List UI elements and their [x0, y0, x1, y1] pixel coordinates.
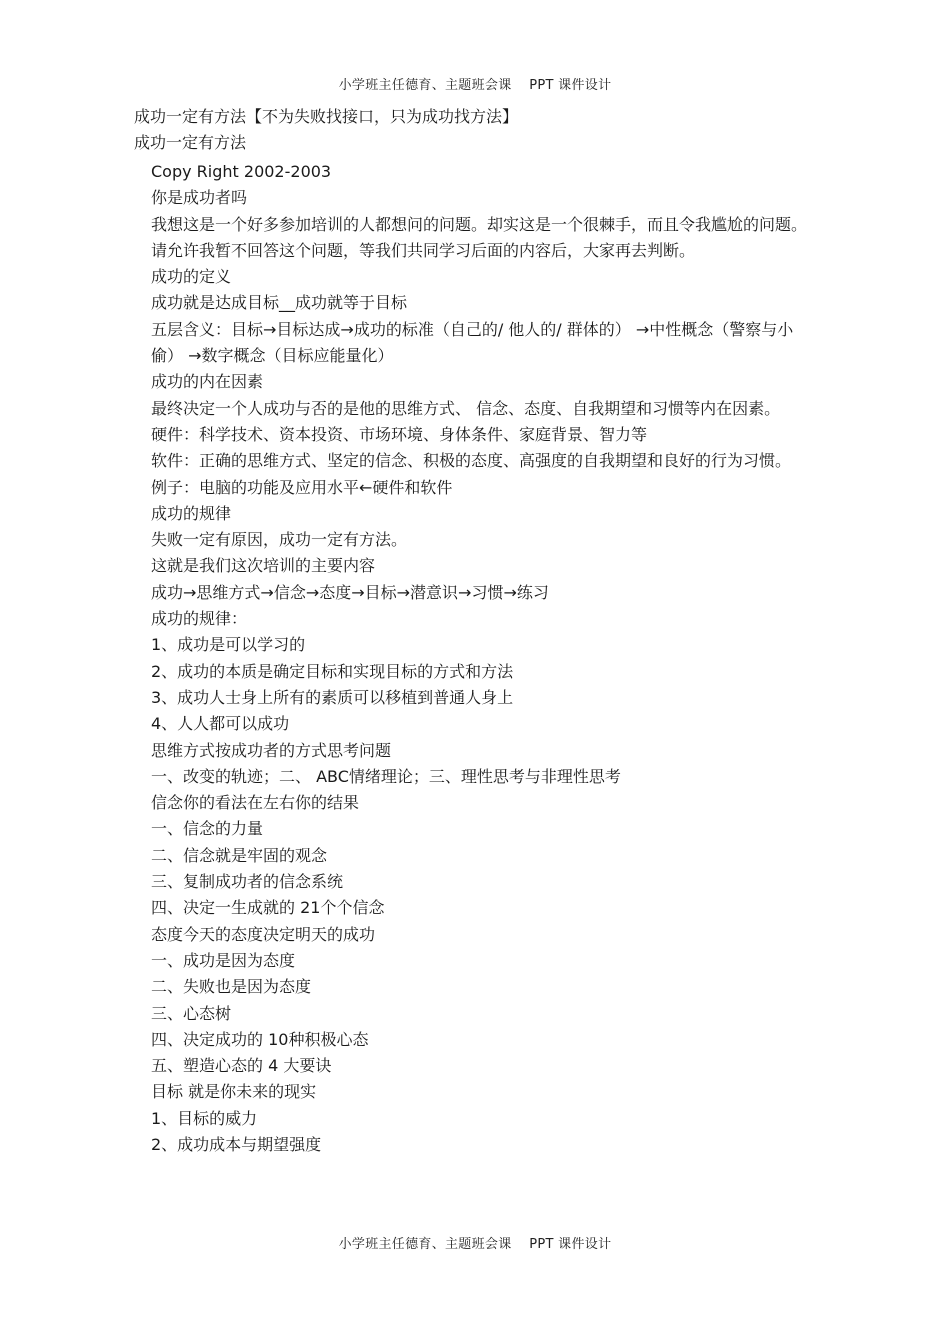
paragraph: 成功就是达成目标__成功就等于目标 — [151, 293, 408, 313]
document-subtitle: 成功一定有方法 — [134, 133, 247, 152]
paragraph: 软件：正确的思维方式、坚定的信念、积极的态度、高强度的自我期望和良好的行为习惯。 — [151, 451, 792, 471]
copyright-line: Copy Right 2002-2003 — [151, 162, 332, 181]
list-item: 一、改变的轨迹；二、 ABC情绪理论；三、理性思考与非理性思考 — [151, 766, 621, 786]
list-item: 四、决定成功的 10种积极心态 — [151, 1029, 369, 1049]
list-item: 1、成功是可以学习的 — [151, 635, 306, 655]
paragraph: 五层含义：目标→目标达成→成功的标准（自己的/ 他人的/ 群体的） →中性概念（警察与小偷） →数字概念（目标应能量化） — [151, 319, 794, 366]
section-heading: 成功的内在因素 — [151, 372, 264, 392]
list-item: 4、人人都可以成功 — [151, 714, 290, 734]
list-item: 一、成功是因为态度 — [151, 950, 296, 970]
list-item: 2、成功成本与期望强度 — [151, 1134, 322, 1154]
section-heading: 目标 就是你未来的现实 — [151, 1082, 317, 1102]
list-item: 3、成功人士身上所有的素质可以移植到普通人身上 — [151, 687, 514, 707]
section-heading: 你是成功者吗 — [151, 188, 248, 208]
list-item: 1、目标的威力 — [151, 1108, 258, 1128]
paragraph: 成功→思维方式→信念→态度→目标→潜意识→习惯→练习 — [151, 582, 549, 602]
paragraph: 请允许我暂不回答这个问题，等我们共同学习后面的内容后，大家再去判断。 — [151, 240, 696, 260]
list-item: 三、复制成功者的信念系统 — [151, 872, 344, 892]
list-item: 二、信念就是牢固的观念 — [151, 845, 328, 865]
page-footer: 小学班主任德育、主题班会课 PPT 课件设计 — [338, 1237, 612, 1252]
list-item: 五、塑造心态的 4 大要诀 — [151, 1056, 332, 1076]
list-item: 一、信念的力量 — [151, 819, 264, 839]
paragraph: 最终决定一个人成功与否的是他的思维方式、 信念、态度、自我期望和习惯等内在因素。 — [151, 398, 781, 418]
paragraph: 失败一定有原因，成功一定有方法。 — [151, 530, 408, 550]
section-heading: 成功的定义 — [151, 267, 232, 287]
section-heading: 成功的规律 — [151, 503, 232, 523]
paragraph: 这就是我们这次培训的主要内容 — [151, 556, 376, 576]
section-heading: 信念你的看法在左右你的结果 — [151, 793, 360, 813]
list-item: 2、成功的本质是确定目标和实现目标的方式和方法 — [151, 661, 514, 681]
page-header: 小学班主任德育、主题班会课 PPT 课件设计 — [338, 78, 612, 93]
paragraph: 我想这是一个好多参加培训的人都想问的问题。却实这是一个很棘手，而且令我尴尬的问题。 — [151, 214, 808, 234]
section-heading: 成功的规律： — [151, 609, 248, 629]
document-body — [151, 159, 816, 1158]
list-item: 三、心态树 — [151, 1003, 232, 1023]
section-heading: 思维方式按成功者的方式思考问题 — [151, 740, 392, 760]
list-item: 二、失败也是因为态度 — [151, 977, 312, 997]
document-title: 成功一定有方法【不为失败找接口，只为成功找方法】 — [134, 107, 519, 126]
list-item: 四、决定一生成就的 21个个信念 — [151, 898, 385, 918]
paragraph: 例子：电脑的功能及应用水平←硬件和软件 — [151, 477, 453, 497]
paragraph: 硬件：科学技术、资本投资、市场环境、身体条件、家庭背景、智力等 — [151, 424, 648, 444]
section-heading: 态度今天的态度决定明天的成功 — [151, 924, 376, 944]
